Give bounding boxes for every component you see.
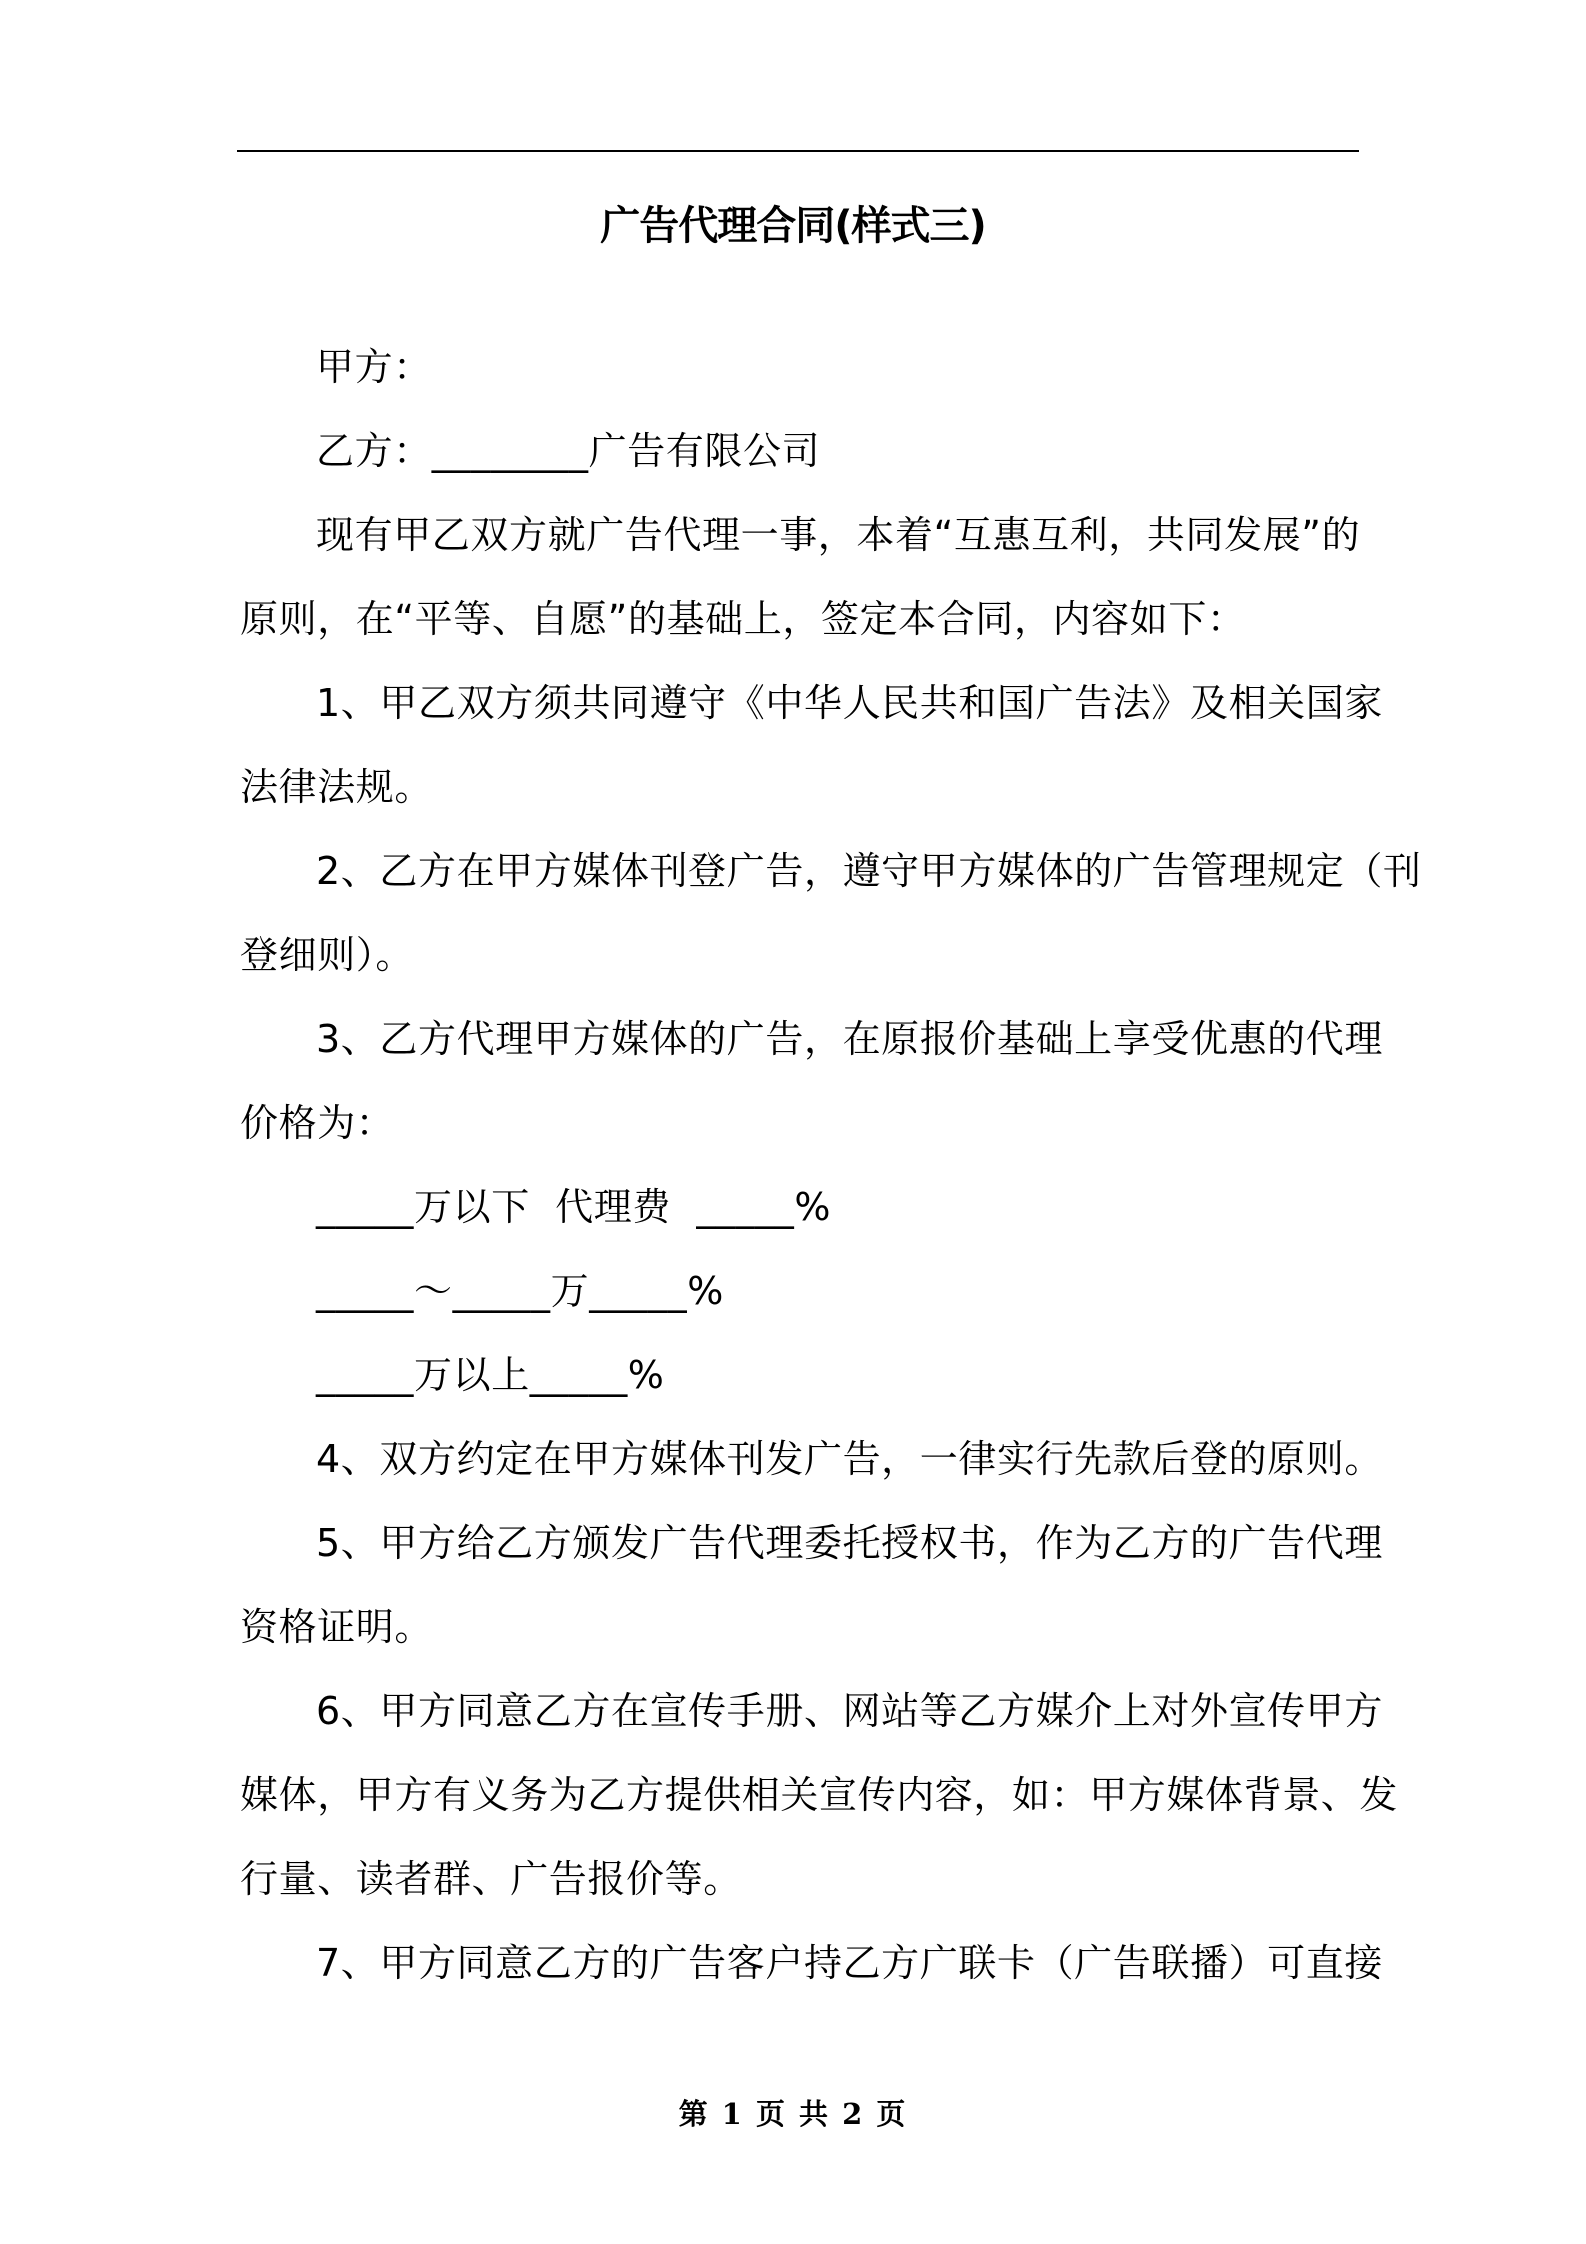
clause-5: 5、甲方给乙方颁发广告代理委托授权书，作为乙方的广告代理 资格证明。 — [240, 1521, 1383, 1649]
clause-2: 2、乙方在甲方媒体刊登广告，遵守甲方媒体的广告管理规定（刊 登细则）。 — [240, 849, 1422, 977]
clause-6: 6、甲方同意乙方在宣传手册、网站等乙方媒介上对外宣传甲方 媒体，甲方有义务为乙方提供相关宣传内容，如：甲方媒体背景、发 行量、读者群、广告报价等。 — [240, 1689, 1399, 1901]
clause-7: 7、甲方同意乙方的广告客户持乙方广联卡（广告联播）可直接 — [316, 1941, 1383, 1985]
page-indicator: 第 1 页 共 2 页 — [678, 2097, 908, 2131]
party-a-line: 甲方： — [316, 345, 432, 389]
clause-3: 3、乙方代理甲方媒体的广告，在原报价基础上享受优惠的代理 价格为： — [240, 1017, 1383, 1145]
document-title: 广告代理合同(样式三) — [600, 203, 986, 249]
clause-4: 4、双方约定在甲方媒体刊发广告，一律实行先款后登的原则。 — [316, 1437, 1383, 1481]
price-tier-1: _____万以下 代理费 _____% — [316, 1185, 832, 1229]
price-tier-3: _____万以上_____% — [316, 1353, 665, 1397]
price-tier-2: _____～_____万_____% — [316, 1269, 724, 1313]
clause-1: 1、甲乙双方须共同遵守《中华人民共和国广告法》及相关国家 法律法规。 — [240, 681, 1383, 809]
party-b-line: 乙方：________广告有限公司 — [316, 429, 821, 473]
header-rule — [237, 150, 1359, 152]
document-body — [240, 325, 1422, 2005]
intro-paragraph: 现有甲乙双方就广告代理一事，本着“互惠互利，共同发展”的 原则，在“平等、自愿”的基础上，签定本合同，内容如下： — [240, 513, 1361, 641]
